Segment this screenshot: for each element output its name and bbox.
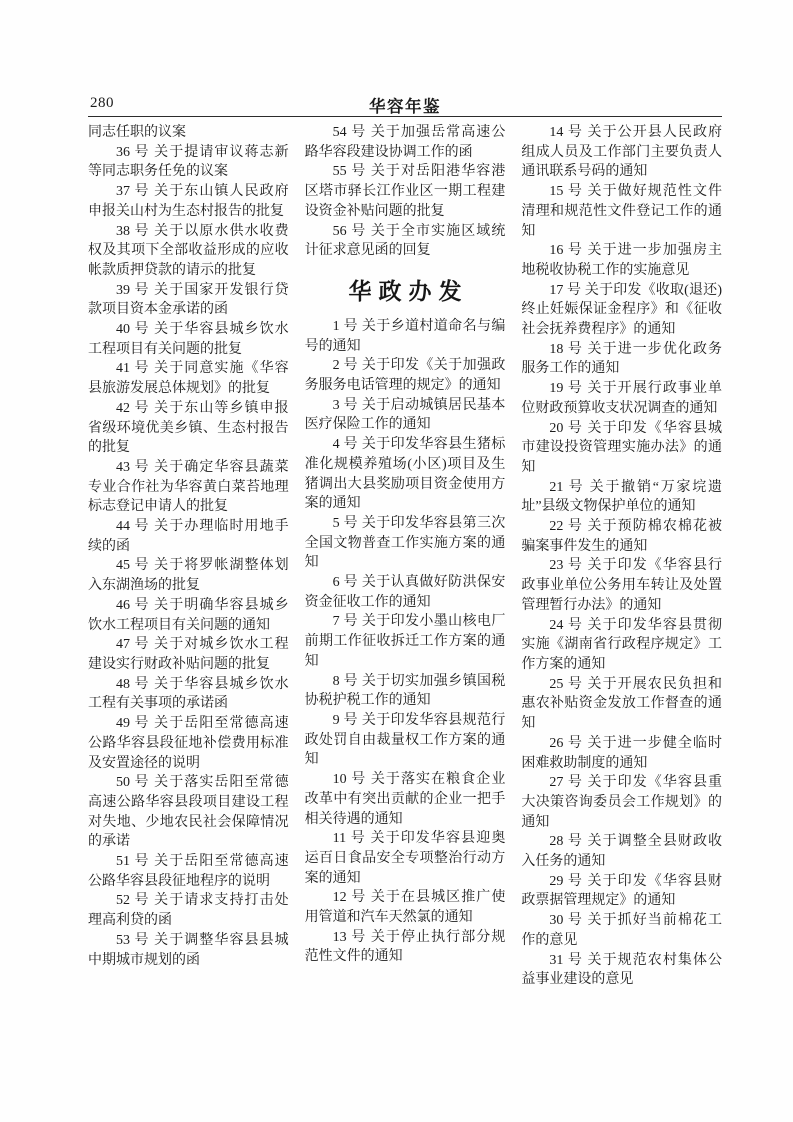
- entry: 22 号 关于预防棉农棉花被骗案事件发生的通知: [521, 519, 723, 554]
- header-rule: [88, 116, 722, 117]
- entry-continuation: 同志任职的议案: [88, 125, 186, 140]
- entry: 50 号 关于落实岳阳至常德高速公路华容县段项目建设工程对失地、少地农民社会保障情况的承诺: [88, 775, 289, 850]
- entry: 52 号 关于请求支持打击处理高利贷的函: [88, 893, 289, 929]
- entry: 8 号 关于切实加强乡镇国税协税护税工作的通知: [304, 673, 506, 709]
- entry: 11 号 关于印发华容县迎奥运百日食品安全专项整治行动方案的通知: [304, 831, 506, 886]
- entry: 51 号 关于岳阳至常德高速公路华容县段征地程序的说明: [88, 854, 289, 889]
- entry: 16 号 关于进一步加强房主地税收协税工作的实施意见: [521, 243, 723, 278]
- entry: 49 号 关于岳阳至常德高速公路华容县段征地补偿费用标准及安置途径的说明: [88, 716, 289, 771]
- entry: 44 号 关于办理临时用地手续的函: [88, 519, 289, 554]
- entry: 15 号 关于做好规范性文件清理和规范性文件登记工作的通知: [521, 184, 723, 239]
- page-number: 280: [90, 95, 114, 111]
- entry: 36 号 关于提请审议蒋志新等同志职务任免的议案: [88, 144, 289, 180]
- entry: 18 号 关于进一步优化政务服务工作的通知: [521, 341, 723, 377]
- entry: 13 号 关于停止执行部分规范性文件的通知: [304, 929, 506, 965]
- page-title: 华容年鉴: [369, 98, 441, 116]
- entry: 39 号 关于国家开发银行贷款项目资本金承诺的函: [88, 282, 289, 318]
- entry: 17 号 关于印发《收取(退还)终止妊娠保证金程序》和《征收社会抚养费程序》的通知: [521, 282, 723, 338]
- entry: 12 号 关于在县城区推广使用管道和汽车天然氯的通知: [304, 890, 506, 926]
- entry: 7 号 关于印发小墨山核电厂前期工作征收拆迁工作方案的通知: [304, 614, 506, 669]
- entry: 14 号 关于公开县人民政府组成人员及工作部门主要负责人通讯联系号码的通知: [521, 125, 723, 180]
- entry: 9 号 关于印发华容县规范行政处罚自由裁量权工作方案的通知: [304, 712, 506, 768]
- entry: 5 号 关于印发华容县第三次全国文物普查工作实施方案的通知: [304, 515, 506, 571]
- entry: 2 号 关于印发《关于加强政务服务电话管理的规定》的通知: [304, 358, 506, 394]
- entry: 31 号 关于规范农村集体公益事业建设的意见: [521, 952, 723, 988]
- entry: 24 号 关于印发华容县贯彻实施《湖南省行政程序规定》工作方案的通知: [521, 617, 723, 672]
- column-1: [88, 123, 289, 990]
- entry: 3 号 关于启动城镇居民基本医疗保险工作的通知: [304, 397, 506, 433]
- entry: 47 号 关于对城乡饮水工程建设实行财政补贴问题的批复: [88, 637, 289, 672]
- entry: 45 号 关于将罗帐湖整体划入东湖渔场的批复: [88, 558, 289, 594]
- entry: 20 号 关于印发《华容县城市建设投资管理实施办法》的通知: [521, 420, 723, 475]
- entry: 54 号 关于加强岳常高速公路华容段建设协调工作的函: [304, 125, 506, 160]
- entry: 48 号 关于华容县城乡饮水工程有关事项的承诺函: [88, 676, 289, 712]
- entry: 43 号 关于确定华容县蔬菜专业合作社为华容黄白菜苔地理标志登记申请人的批复: [88, 459, 289, 515]
- entry: 10 号 关于落实在粮食企业改革中有突出贡献的企业一把手相关待遇的通知: [304, 772, 506, 827]
- entry: 25 号 关于开展农民负担和惠农补贴资金发放工作督查的通知: [521, 676, 723, 732]
- entry: 23 号 关于印发《华容县行政事业单位公务用车转让及处置管理暂行办法》的通知: [521, 558, 723, 613]
- column-2: [305, 123, 506, 990]
- page-header: [88, 93, 722, 115]
- entry: 41 号 关于同意实施《华容县旅游发展总体规划》的批复: [88, 361, 289, 397]
- entry: 42 号 关于东山等乡镇申报省级环境优美乡镇、生态村报告的批复: [88, 400, 289, 456]
- entry: 40 号 关于华容县城乡饮水工程项目有关问题的批复: [88, 322, 289, 357]
- entry: 56 号 关于全市实施区域统计征求意见函的回复: [304, 223, 506, 259]
- entry: 28 号 关于调整全县财政收入任务的通知: [521, 834, 723, 870]
- entry: 55 号 关于对岳阳港华容港区塔市驿长江作业区一期工程建设资金补贴问题的批复: [304, 164, 506, 219]
- entry: 21 号 关于撤销“万家垸遗址”县级文物保护单位的通知: [521, 479, 723, 515]
- entry: 1 号 关于乡道村道命名与编号的通知: [304, 318, 506, 354]
- entry: 29 号 关于印发《华容县财政票据管理规定》的通知: [521, 873, 723, 909]
- entry: 27 号 关于印发《华容县重大决策咨询委员会工作规划》的通知: [521, 775, 723, 830]
- entry: 19 号 关于开展行政事业单位财政预算收支状况调查的通知: [521, 381, 723, 416]
- entry: 26 号 关于进一步健全临时困难救助制度的通知: [521, 735, 723, 771]
- entry: 6 号 关于认真做好防洪保安资金征收工作的通知: [304, 575, 506, 610]
- entry: 53 号 关于调整华容县县城中期城市规划的函: [88, 932, 289, 968]
- entry: 30 号 关于抓好当前棉花工作的意见: [521, 913, 723, 948]
- column-3: [521, 123, 722, 990]
- section-heading: 华政办发: [348, 277, 469, 304]
- entry: 37 号 关于东山镇人民政府申报关山村为生态村报告的批复: [88, 184, 289, 219]
- text-columns: [88, 123, 722, 990]
- entry: 46 号 关于明确华容县城乡饮水工程项目有关问题的通知: [88, 597, 289, 633]
- entry: 4 号 关于印发华容县生猪标准化规模养殖场(小区)项目及生猪调出大县奖励项目资金使用方案的通知: [304, 437, 506, 512]
- entry: 38 号 关于以原水供水收费权及其项下全部收益形成的应收帐款质押贷款的请示的批复: [88, 223, 289, 278]
